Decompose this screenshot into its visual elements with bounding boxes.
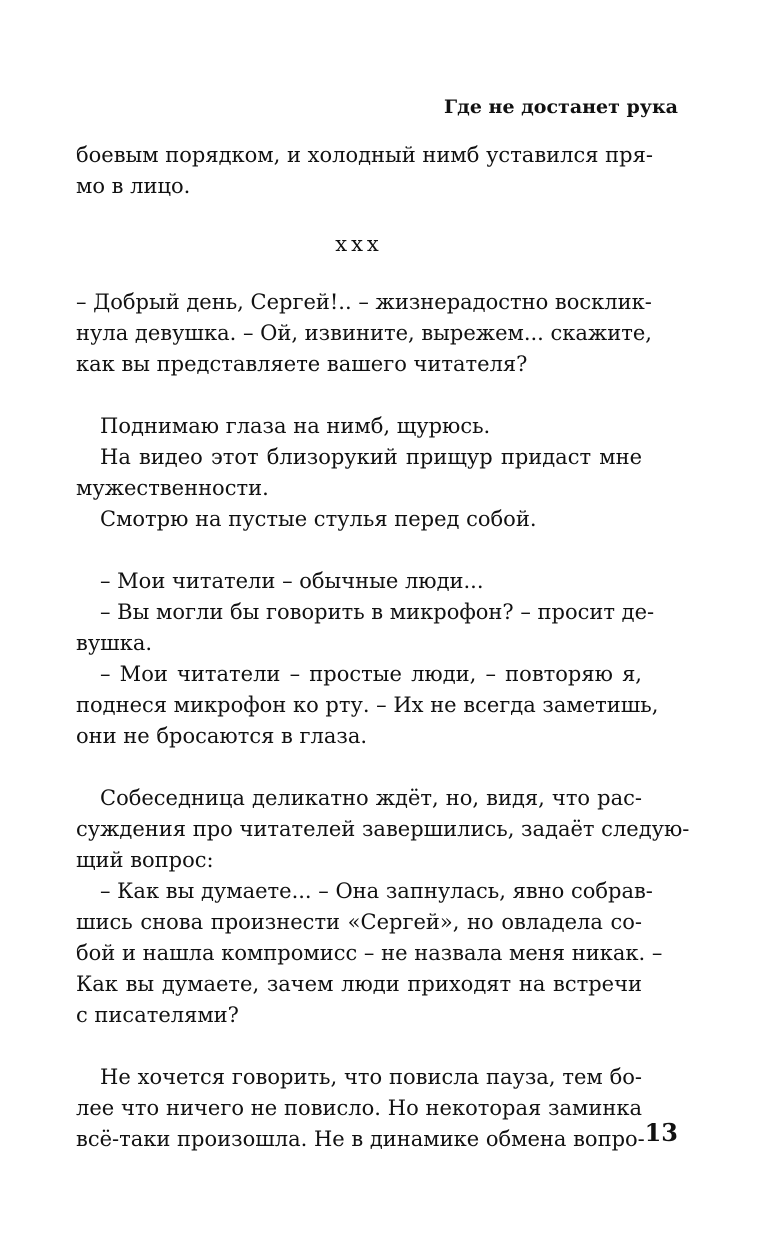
running-head: Где не достанет рука bbox=[444, 96, 678, 118]
paragraph-gap bbox=[76, 380, 642, 411]
paragraph-gap bbox=[76, 535, 642, 566]
text-line: – Мои читатели – обычные люди... bbox=[100, 569, 484, 593]
text-line: всё-таки произошла. Не в динамике обмена вопро- bbox=[76, 1127, 645, 1151]
text-line: Не хочется говорить, что повисла пауза, тем бо- bbox=[100, 1065, 642, 1089]
text-line: они не бросаются в глаза. bbox=[76, 724, 368, 748]
text-line: мужественности. bbox=[76, 476, 269, 500]
text-line: как вы представляете вашего читателя? bbox=[76, 352, 528, 376]
text-line: суждения про читателей завершились, задаёт следую- bbox=[76, 817, 690, 841]
text-line: щий вопрос: bbox=[76, 848, 214, 872]
text-line: Как вы думаете, зачем люди приходят на встречи bbox=[76, 972, 642, 996]
text-line: поднеся микрофон ко рту. – Их не всегда заметишь, bbox=[76, 693, 659, 717]
text-line: шись снова произнести «Сергей», но овладела со- bbox=[76, 910, 642, 934]
text-line: Смотрю на пустые стулья перед собой. bbox=[100, 507, 537, 531]
text-line: – Как вы думаете... – Она запнулась, явно собрав- bbox=[100, 879, 653, 903]
text-line: бой и нашла компромисс – не назвала меня никак. – bbox=[76, 941, 663, 965]
text-line: с писателями? bbox=[76, 1003, 239, 1027]
text-line: Собеседница деликатно ждёт, но, видя, что рас- bbox=[100, 786, 642, 810]
text-line: вушка. bbox=[76, 631, 153, 655]
paragraph-gap bbox=[76, 752, 642, 783]
paragraph-gap bbox=[76, 1031, 642, 1062]
text-line: нула девушка. – Ой, извините, вырежем... скажите, bbox=[76, 321, 652, 345]
text-line: – Добрый день, Сергей!.. – жизнерадостно восклик- bbox=[76, 290, 652, 314]
text-line: На видео этот близорукий прищур придаст мне bbox=[100, 445, 642, 469]
page-number: 13 bbox=[644, 1118, 678, 1147]
text-line: – Мои читатели – простые люди, – повторяю я, bbox=[100, 662, 642, 686]
text-line: лее что ничего не повисло. Но некоторая заминка bbox=[76, 1096, 642, 1120]
text-line: – Вы могли бы говорить в микрофон? – просит де- bbox=[100, 600, 655, 624]
text-line: мо в лицо. bbox=[76, 174, 191, 198]
section-separator: ххх bbox=[335, 232, 383, 256]
text-line: Поднимаю глаза на нимб, щурюсь. bbox=[100, 414, 491, 438]
text-line: боевым порядком, и холодный нимб уставился пря- bbox=[76, 143, 653, 167]
